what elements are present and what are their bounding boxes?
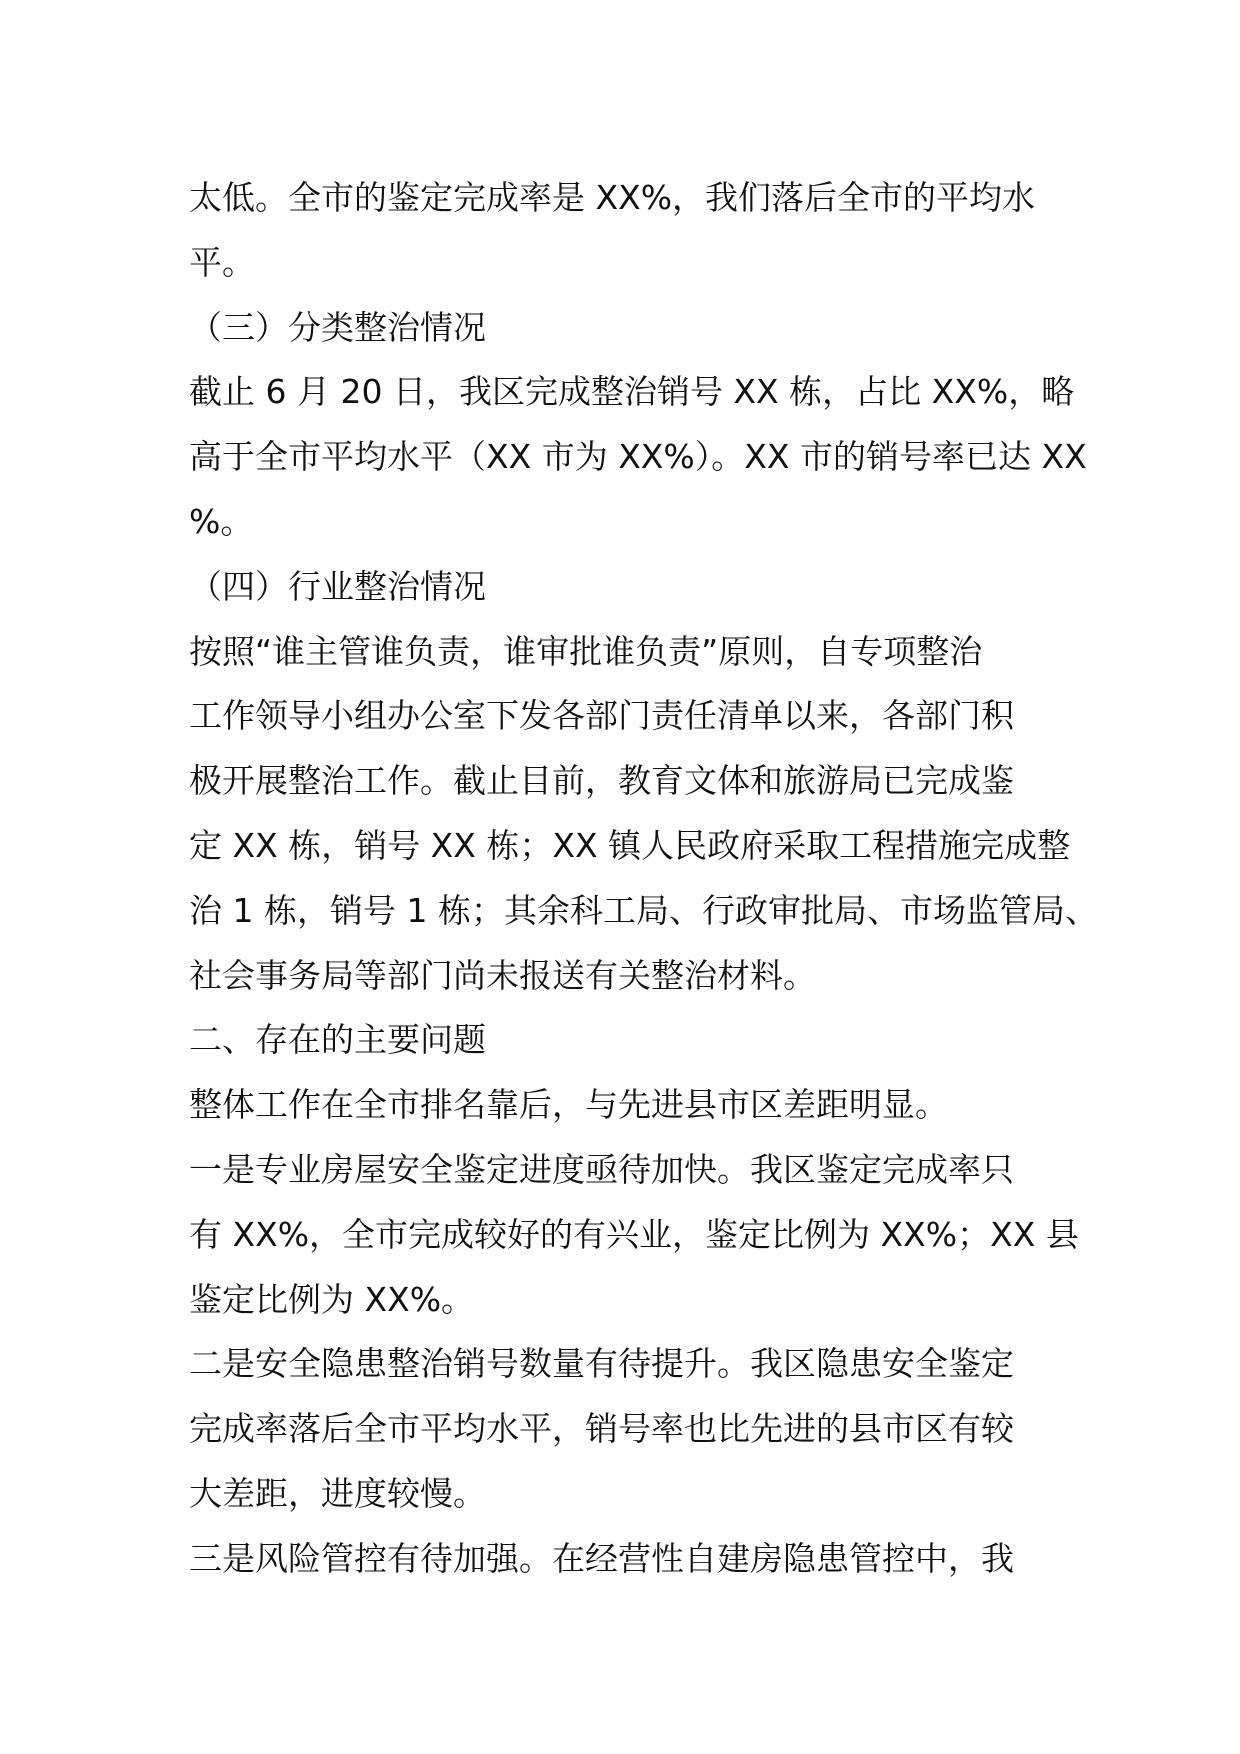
text-line: 高于全市平均水平（XX 市为 XX%）。XX 市的销号率已达 XX bbox=[189, 437, 1087, 477]
text-line: 完成率落后全市平均水平，销号率也比先进的县市区有较 bbox=[189, 1409, 1014, 1449]
text-line: 大差距，进度较慢。 bbox=[189, 1473, 486, 1513]
text-line: 极开展整治工作。截止目前，教育文体和旅游局已完成鉴 bbox=[189, 761, 1014, 801]
text-line: 社会事务局等部门尚未报送有关整治材料。 bbox=[189, 955, 816, 995]
document-body bbox=[189, 166, 1098, 1592]
text-line: 按照“谁主管谁负责，谁审批谁负责”原则，自专项整治 bbox=[189, 631, 983, 671]
text-line: 整体工作在全市排名靠后，与先进县市区差距明显。 bbox=[189, 1085, 948, 1125]
section-heading: 二、存在的主要问题 bbox=[189, 1020, 486, 1060]
section-heading: （三）分类整治情况 bbox=[189, 307, 486, 347]
text-line: 治 1 栋，销号 1 栋；其余科工局、行政审批局、市场监管局、 bbox=[189, 890, 1098, 930]
text-line: %。 bbox=[189, 501, 254, 541]
text-line: 一是专业房屋安全鉴定进度亟待加快。我区鉴定完成率只 bbox=[189, 1149, 1014, 1189]
text-line: 二是安全隐患整治销号数量有待提升。我区隐患安全鉴定 bbox=[189, 1344, 1014, 1384]
text-line: 工作领导小组办公室下发各部门责任清单以来，各部门积 bbox=[189, 696, 1014, 736]
section-heading: （四）行业整治情况 bbox=[189, 566, 486, 606]
text-line: 平。 bbox=[189, 242, 255, 282]
text-line: 三是风险管控有待加强。在经营性自建房隐患管控中，我 bbox=[189, 1538, 1014, 1578]
text-line: 太低。全市的鉴定完成率是 XX%，我们落后全市的平均水 bbox=[189, 178, 1036, 217]
text-line: 截止 6 月 20 日，我区完成整治销号 XX 栋，占比 XX%，略 bbox=[189, 372, 1075, 412]
text-line: 有 XX%，全市完成较好的有兴业，鉴定比例为 XX%；XX 县 bbox=[189, 1214, 1079, 1254]
text-line: 鉴定比例为 XX%。 bbox=[189, 1279, 475, 1319]
text-line: 定 XX 栋，销号 XX 栋；XX 镇人民政府采取工程措施完成整 bbox=[189, 825, 1071, 865]
